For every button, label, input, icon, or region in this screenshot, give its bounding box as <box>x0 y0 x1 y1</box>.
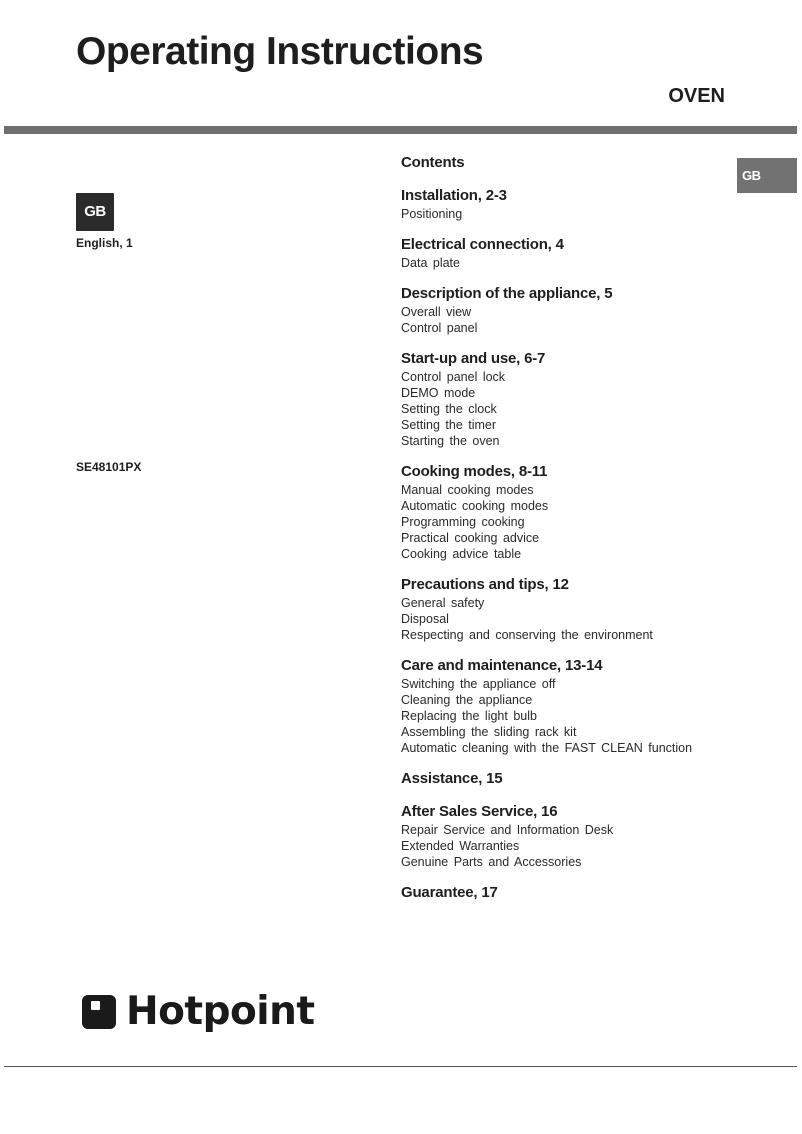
page-title: Operating Instructions <box>76 30 484 73</box>
section-item: Manual cooking modes <box>401 483 534 497</box>
section-title: Cooking modes, 8-11 <box>401 463 548 480</box>
language-page-ref: English, 1 <box>76 236 133 250</box>
section-item: Practical cooking advice <box>401 531 540 545</box>
contents-heading: Contents <box>401 154 465 171</box>
table-of-contents <box>401 153 731 916</box>
contents-section <box>401 656 731 756</box>
section-item: Cleaning the appliance <box>401 693 533 707</box>
section-item: Extended Warranties <box>401 839 520 853</box>
contents-sections <box>401 186 731 903</box>
section-item: Cooking advice table <box>401 547 522 561</box>
contents-section <box>401 769 731 789</box>
section-item: Repair Service and Information Desk <box>401 823 614 837</box>
contents-section <box>401 802 731 870</box>
section-title: Assistance, 15 <box>401 770 503 787</box>
section-title: Guarantee, 17 <box>401 884 498 901</box>
brand-logo <box>82 988 315 1036</box>
section-title: Precautions and tips, 12 <box>401 576 569 593</box>
model-number: SE48101PX <box>76 460 142 474</box>
section-item: Automatic cleaning with the FAST CLEAN function <box>401 741 693 755</box>
section-item: Control panel lock <box>401 370 506 384</box>
section-title: Start-up and use, 6-7 <box>401 350 546 367</box>
bottom-divider <box>4 1066 797 1067</box>
contents-section <box>401 284 731 336</box>
section-item: Starting the oven <box>401 434 500 448</box>
section-title: After Sales Service, 16 <box>401 803 558 820</box>
contents-section <box>401 235 731 271</box>
section-title: Care and maintenance, 13-14 <box>401 657 603 674</box>
section-item: Replacing the light bulb <box>401 709 537 723</box>
contents-section <box>401 462 731 562</box>
section-title: Description of the appliance, 5 <box>401 285 613 302</box>
section-item: DEMO mode <box>401 386 476 400</box>
language-badge: GB <box>76 193 114 231</box>
language-side-tab: GB <box>737 158 797 193</box>
section-item: Setting the clock <box>401 402 497 416</box>
top-divider <box>4 126 797 134</box>
section-item: Control panel <box>401 321 478 335</box>
brand-name: Hotpoint <box>126 989 315 1034</box>
product-type: OVEN <box>668 85 725 107</box>
section-item: Programming cooking <box>401 515 525 529</box>
contents-section <box>401 883 731 903</box>
contents-section <box>401 349 731 449</box>
contents-section <box>401 575 731 643</box>
section-item: General safety <box>401 596 485 610</box>
section-item: Switching the appliance off <box>401 677 556 691</box>
section-item: Automatic cooking modes <box>401 499 549 513</box>
section-title: Electrical connection, 4 <box>401 236 564 253</box>
section-item: Positioning <box>401 207 463 221</box>
section-item: Respecting and conserving the environment <box>401 628 653 642</box>
contents-section <box>401 186 731 222</box>
section-item: Assembling the sliding rack kit <box>401 725 577 739</box>
section-item: Disposal <box>401 612 449 626</box>
section-item: Data plate <box>401 256 460 270</box>
section-item: Genuine Parts and Accessories <box>401 855 582 869</box>
section-item: Overall view <box>401 305 472 319</box>
hotpoint-logo-icon <box>82 995 116 1029</box>
section-title: Installation, 2-3 <box>401 187 507 204</box>
section-item: Setting the timer <box>401 418 497 432</box>
